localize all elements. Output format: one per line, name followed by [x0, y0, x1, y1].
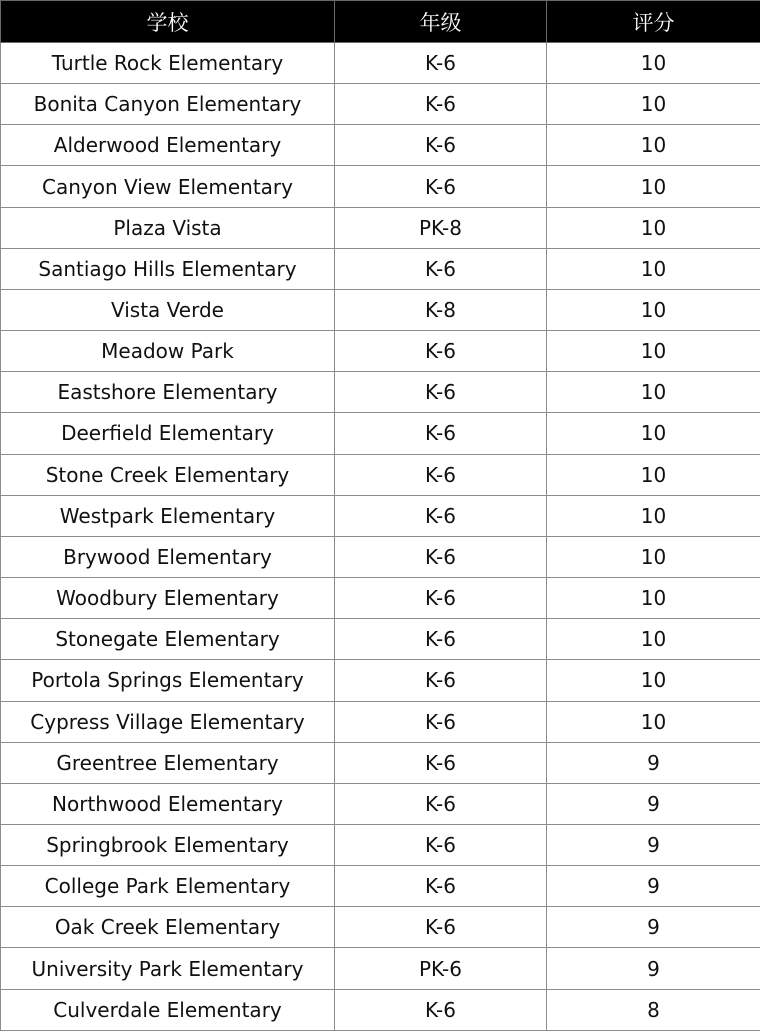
school-name-cell: Bonita Canyon Elementary	[1, 84, 335, 125]
grade-cell: K-6	[335, 495, 547, 536]
table-row	[1, 907, 760, 948]
rating-cell: 8	[547, 989, 760, 1030]
grade-cell: K-6	[335, 619, 547, 660]
grade-cell: K-6	[335, 866, 547, 907]
school-name-cell: Portola Springs Elementary	[1, 660, 335, 701]
rating-cell: 10	[547, 454, 760, 495]
table-row	[1, 536, 760, 577]
school-name-cell: Greentree Elementary	[1, 742, 335, 783]
rating-cell: 10	[547, 125, 760, 166]
school-name-cell: Woodbury Elementary	[1, 578, 335, 619]
grade-cell: K-6	[335, 248, 547, 289]
table-row	[1, 866, 760, 907]
grade-cell: K-6	[335, 783, 547, 824]
school-name-cell: Vista Verde	[1, 289, 335, 330]
rating-cell: 10	[547, 660, 760, 701]
grade-cell: PK-8	[335, 207, 547, 248]
school-name-cell: Stonegate Elementary	[1, 619, 335, 660]
column-header-grade: 年级	[335, 1, 547, 43]
table-header	[1, 1, 760, 43]
rating-cell: 10	[547, 166, 760, 207]
grade-cell: K-6	[335, 125, 547, 166]
grade-cell: K-6	[335, 166, 547, 207]
school-name-cell: Westpark Elementary	[1, 495, 335, 536]
school-name-cell: Stone Creek Elementary	[1, 454, 335, 495]
rating-cell: 10	[547, 536, 760, 577]
grade-cell: K-6	[335, 536, 547, 577]
rating-cell: 10	[547, 495, 760, 536]
rating-cell: 9	[547, 783, 760, 824]
rating-cell: 9	[547, 948, 760, 989]
school-name-cell: Deerfield Elementary	[1, 413, 335, 454]
school-name-cell: Brywood Elementary	[1, 536, 335, 577]
table-row	[1, 660, 760, 701]
grade-cell: K-6	[335, 43, 547, 84]
table-row	[1, 989, 760, 1030]
school-name-cell: Oak Creek Elementary	[1, 907, 335, 948]
grade-cell: K-6	[335, 824, 547, 865]
grade-cell: K-6	[335, 331, 547, 372]
grade-cell: K-6	[335, 84, 547, 125]
school-name-cell: Plaza Vista	[1, 207, 335, 248]
table-row	[1, 372, 760, 413]
rating-cell: 10	[547, 578, 760, 619]
rating-cell: 10	[547, 701, 760, 742]
school-name-cell: Alderwood Elementary	[1, 125, 335, 166]
grade-cell: K-8	[335, 289, 547, 330]
grade-cell: K-6	[335, 578, 547, 619]
table-row	[1, 331, 760, 372]
school-name-cell: University Park Elementary	[1, 948, 335, 989]
rating-cell: 10	[547, 619, 760, 660]
rating-cell: 10	[547, 43, 760, 84]
rating-cell: 9	[547, 742, 760, 783]
table-row	[1, 207, 760, 248]
rating-cell: 10	[547, 372, 760, 413]
rating-cell: 9	[547, 907, 760, 948]
table-row	[1, 84, 760, 125]
school-name-cell: Eastshore Elementary	[1, 372, 335, 413]
grade-cell: K-6	[335, 701, 547, 742]
rating-cell: 10	[547, 331, 760, 372]
table-row	[1, 454, 760, 495]
rating-cell: 10	[547, 289, 760, 330]
school-name-cell: College Park Elementary	[1, 866, 335, 907]
grade-cell: K-6	[335, 989, 547, 1030]
rating-cell: 10	[547, 84, 760, 125]
school-name-cell: Northwood Elementary	[1, 783, 335, 824]
rating-cell: 9	[547, 866, 760, 907]
grade-cell: PK-6	[335, 948, 547, 989]
school-name-cell: Meadow Park	[1, 331, 335, 372]
grade-cell: K-6	[335, 907, 547, 948]
table-row	[1, 824, 760, 865]
table-row	[1, 701, 760, 742]
table-row	[1, 248, 760, 289]
rating-cell: 10	[547, 207, 760, 248]
grade-cell: K-6	[335, 742, 547, 783]
school-name-cell: Cypress Village Elementary	[1, 701, 335, 742]
table-row	[1, 495, 760, 536]
table-row	[1, 783, 760, 824]
table-row	[1, 166, 760, 207]
grade-cell: K-6	[335, 454, 547, 495]
table-row	[1, 742, 760, 783]
grade-cell: K-6	[335, 372, 547, 413]
table-row	[1, 289, 760, 330]
table-row	[1, 43, 760, 84]
grade-cell: K-6	[335, 413, 547, 454]
table-row	[1, 948, 760, 989]
grade-cell: K-6	[335, 660, 547, 701]
column-header-school: 学校	[1, 1, 335, 43]
school-name-cell: Santiago Hills Elementary	[1, 248, 335, 289]
rating-cell: 9	[547, 824, 760, 865]
table-row	[1, 413, 760, 454]
school-name-cell: Culverdale Elementary	[1, 989, 335, 1030]
header-row	[1, 1, 760, 43]
rating-cell: 10	[547, 413, 760, 454]
column-header-rating: 评分	[547, 1, 760, 43]
school-name-cell: Canyon View Elementary	[1, 166, 335, 207]
table-row	[1, 125, 760, 166]
table-row	[1, 619, 760, 660]
table-body	[1, 43, 760, 1031]
table-row	[1, 578, 760, 619]
school-name-cell: Turtle Rock Elementary	[1, 43, 335, 84]
school-name-cell: Springbrook Elementary	[1, 824, 335, 865]
rating-cell: 10	[547, 248, 760, 289]
